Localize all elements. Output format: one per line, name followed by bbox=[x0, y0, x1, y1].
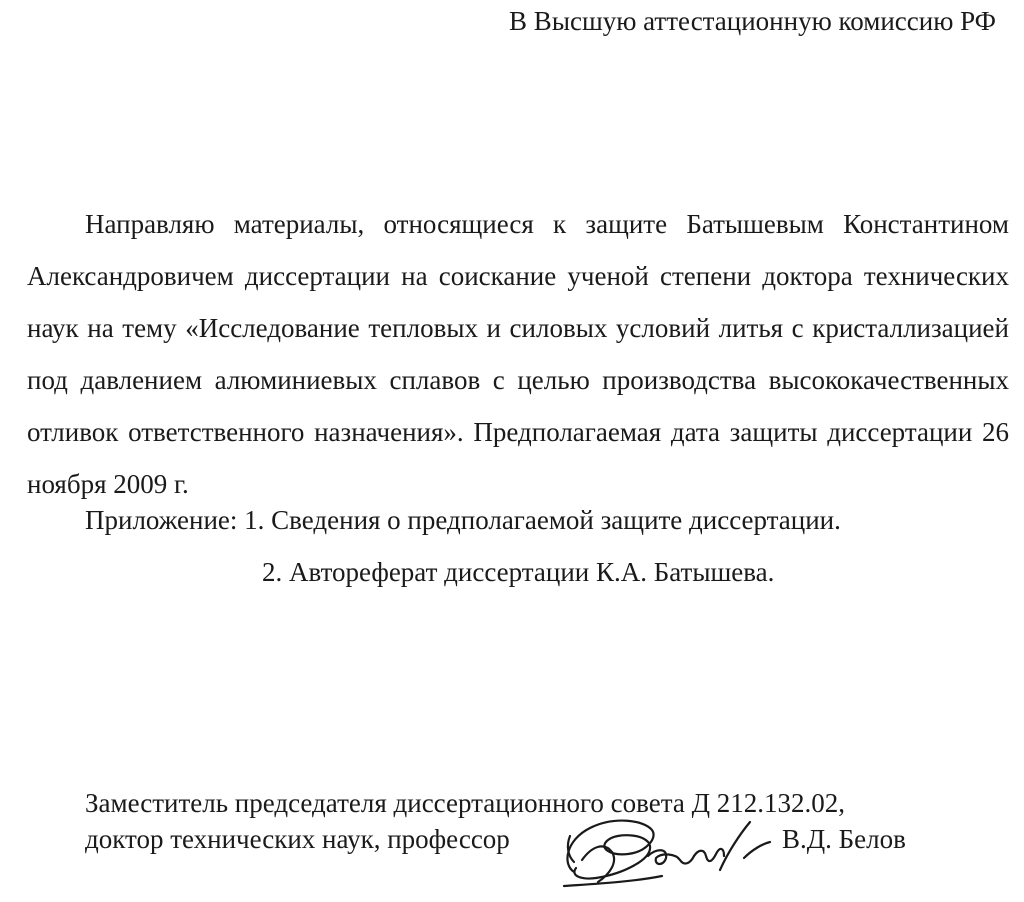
appendix-item-2: 2. Автореферат диссертации К.А. Батышева. bbox=[262, 557, 775, 587]
addressee: В Высшую аттестационную комиссию РФ bbox=[509, 6, 996, 36]
body-paragraph: Направляю материалы, относящиеся к защите Батышевым Константином Александровичем диссертации на соискание ученой степени доктора технических наук на тему «Исследование тепловых и силовых условий литья с кристаллизацией под давлением алюминиевых сплавов с целью производства высококачественных отливок ответственного назначения». Предполагаемая дата защиты диссертации 26 ноября 2009 г. bbox=[27, 209, 1009, 499]
signer-name: В.Д. Белов bbox=[782, 824, 906, 854]
signer-position-line-2: доктор технических наук, профессор bbox=[85, 824, 510, 854]
appendix-item-1: Приложение: 1. Сведения о предполагаемой защите диссертации. bbox=[85, 505, 841, 535]
handwritten-signature bbox=[552, 812, 782, 894]
signer-position-line-1: Заместитель председателя диссертационного совета Д 212.132.02, bbox=[85, 788, 846, 818]
